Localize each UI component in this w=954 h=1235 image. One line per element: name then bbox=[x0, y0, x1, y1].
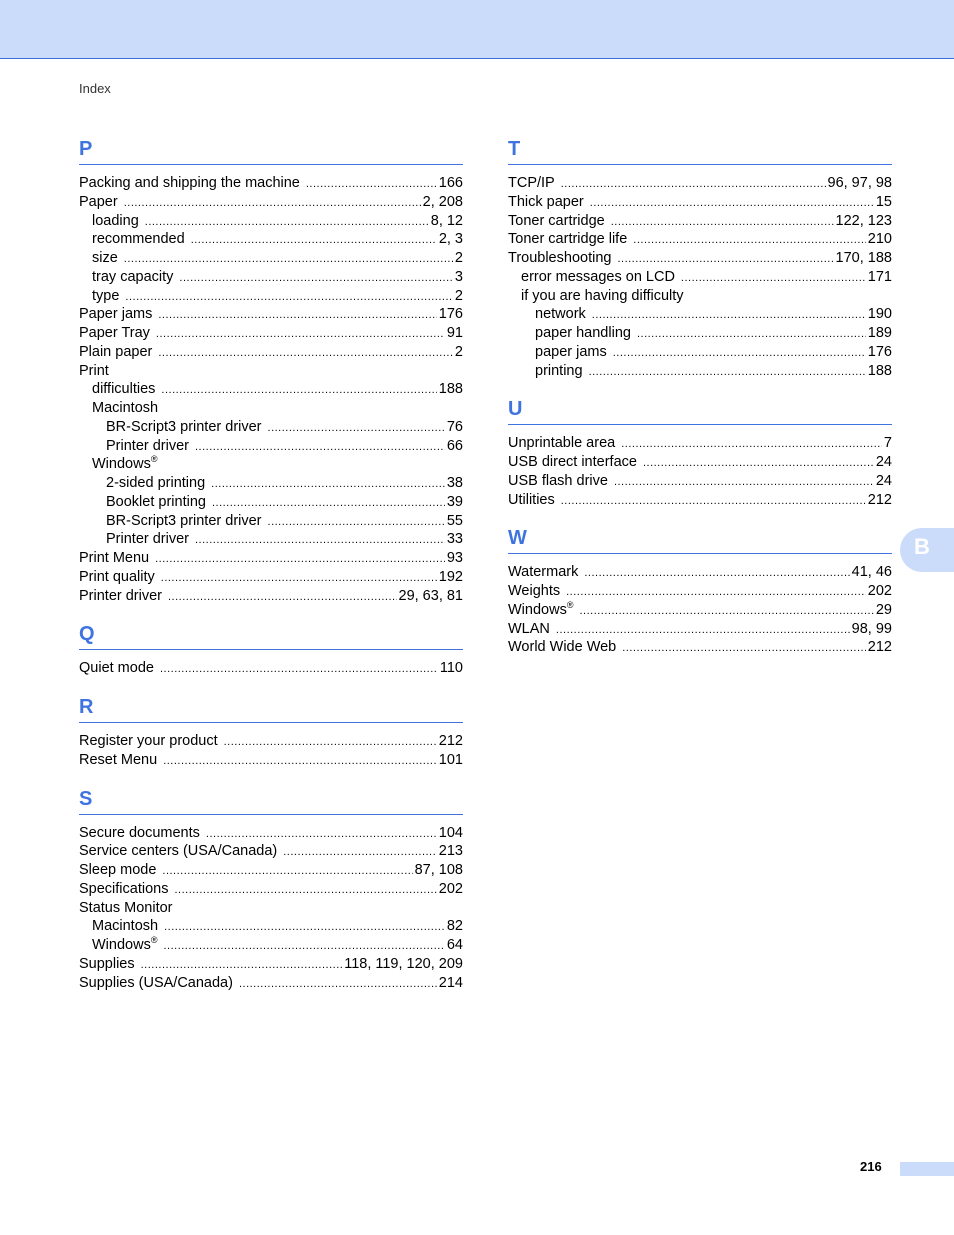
entry-term bbox=[508, 453, 643, 472]
entry-term bbox=[79, 587, 168, 606]
entry-term-text: Reset Menu bbox=[79, 751, 158, 768]
entry-term-text: Sleep mode bbox=[79, 862, 157, 878]
entry-term bbox=[79, 732, 224, 751]
index-entry bbox=[79, 324, 463, 343]
entry-term-text: Print Menu bbox=[79, 550, 150, 566]
index-entry bbox=[508, 212, 892, 231]
page-number: 216 bbox=[860, 1159, 882, 1174]
section-letter: P bbox=[79, 134, 463, 165]
entry-term bbox=[535, 324, 637, 343]
entry-term-text: Register your product bbox=[79, 733, 218, 749]
entry-term-text: recommended bbox=[92, 231, 185, 248]
entry-term-text: TCP/IP bbox=[508, 175, 555, 191]
index-section bbox=[79, 619, 463, 678]
entry-term-text: Paper jams bbox=[79, 306, 153, 323]
entry-term bbox=[79, 824, 206, 843]
index-entry bbox=[508, 324, 892, 343]
entry-term bbox=[92, 287, 125, 306]
entry-term bbox=[79, 659, 160, 678]
index-entry bbox=[508, 601, 892, 620]
entry-term bbox=[79, 324, 156, 343]
entry-term-text: paper jams bbox=[535, 343, 607, 360]
dot-leader bbox=[283, 843, 437, 862]
entry-term-text: Toner cartridge life bbox=[508, 231, 628, 248]
entry-term bbox=[508, 582, 566, 601]
running-title: Index bbox=[79, 81, 111, 96]
index-entry bbox=[508, 362, 892, 381]
dot-leader bbox=[168, 588, 397, 607]
index-entry bbox=[508, 472, 892, 491]
index-entry bbox=[79, 268, 463, 287]
index-entry bbox=[79, 287, 463, 306]
entry-term bbox=[79, 568, 161, 587]
entry-term-text: Secure documents bbox=[79, 824, 200, 841]
index-section bbox=[79, 784, 463, 993]
entry-term-text: USB direct interface bbox=[508, 454, 637, 470]
entry-term bbox=[92, 268, 179, 287]
entry-term bbox=[521, 268, 681, 287]
dot-leader bbox=[158, 344, 453, 363]
entry-pages[interactable]: 33 bbox=[446, 531, 463, 548]
dot-leader bbox=[161, 381, 436, 400]
dot-leader bbox=[590, 194, 874, 213]
entry-term-text: Supplies (USA/Canada) bbox=[79, 974, 233, 991]
entry-pages[interactable]: 104 bbox=[438, 824, 463, 841]
entry-pages[interactable]: 93 bbox=[446, 550, 463, 566]
dot-leader bbox=[155, 550, 445, 569]
index-entry bbox=[79, 880, 463, 899]
entry-term bbox=[79, 305, 158, 324]
entry-term bbox=[106, 493, 212, 512]
entry-pages[interactable]: 29, 63, 81 bbox=[398, 587, 463, 604]
entry-pages[interactable]: 212 bbox=[867, 491, 892, 508]
entry-pages[interactable]: 118, 119, 120, 209 bbox=[344, 955, 463, 972]
entry-term bbox=[79, 880, 174, 899]
entry-term bbox=[508, 193, 590, 212]
entry-term bbox=[508, 434, 621, 453]
entry-term-text: error messages on LCD bbox=[521, 268, 675, 285]
entry-term-text: Windows bbox=[508, 601, 567, 618]
dot-leader bbox=[195, 531, 445, 550]
dot-leader bbox=[306, 175, 437, 194]
entry-term-text: Paper Tray bbox=[79, 325, 150, 341]
dot-leader bbox=[643, 454, 874, 473]
index-entry bbox=[79, 659, 463, 678]
dot-leader bbox=[158, 306, 436, 325]
index-entry bbox=[79, 549, 463, 568]
index-entry bbox=[79, 437, 463, 456]
entry-pages[interactable]: 214 bbox=[438, 974, 463, 991]
index-entry bbox=[79, 955, 463, 974]
entry-term bbox=[508, 601, 579, 620]
entry-term bbox=[508, 491, 561, 510]
dot-leader bbox=[191, 231, 437, 250]
index-column-left bbox=[79, 134, 463, 1006]
entry-term-text: Printer driver bbox=[79, 587, 162, 604]
index-entry bbox=[79, 474, 463, 493]
entry-pages[interactable]: 210 bbox=[867, 231, 892, 248]
entry-term-text: Supplies bbox=[79, 955, 135, 972]
entry-pages[interactable]: 189 bbox=[867, 325, 892, 341]
dot-leader bbox=[566, 583, 866, 602]
entry-pages[interactable]: 110 bbox=[439, 660, 463, 677]
index-entry bbox=[79, 212, 463, 231]
index-entry bbox=[79, 455, 463, 474]
entry-pages[interactable]: 15 bbox=[875, 193, 892, 210]
dot-leader bbox=[592, 306, 866, 325]
entry-term-text: Windows bbox=[92, 937, 151, 953]
index-entry bbox=[508, 343, 892, 362]
entry-term bbox=[92, 249, 124, 268]
entry-pages[interactable]: 7 bbox=[883, 435, 892, 452]
entry-term bbox=[535, 305, 592, 324]
entry-pages[interactable]: 2 bbox=[454, 343, 463, 360]
entry-term-text: Quiet mode bbox=[79, 660, 154, 677]
index-entry bbox=[508, 434, 892, 453]
dot-leader bbox=[239, 975, 437, 994]
index-entry bbox=[79, 974, 463, 993]
entry-term bbox=[106, 437, 195, 456]
entry-term-text: Plain paper bbox=[79, 343, 153, 360]
index-entry bbox=[508, 305, 892, 324]
registered-mark: ® bbox=[566, 599, 574, 610]
entry-term-text: Unprintable area bbox=[508, 435, 616, 452]
entry-term-text: Macintosh bbox=[92, 918, 159, 935]
entry-term bbox=[521, 287, 690, 306]
entry-pages[interactable]: 29 bbox=[875, 601, 892, 618]
dot-leader bbox=[212, 494, 445, 513]
entry-pages[interactable]: 213 bbox=[438, 843, 463, 860]
entry-term bbox=[508, 620, 556, 639]
index-section bbox=[79, 692, 463, 770]
entry-pages[interactable]: 101 bbox=[438, 751, 463, 768]
entry-term-text: BR-Script3 printer driver bbox=[106, 512, 262, 529]
entry-pages[interactable]: 82 bbox=[446, 918, 463, 935]
entry-term bbox=[92, 455, 163, 474]
entry-term-text: network bbox=[535, 306, 586, 323]
dot-leader bbox=[561, 492, 866, 511]
entry-term bbox=[79, 974, 239, 993]
entry-term-text: Macintosh bbox=[92, 400, 159, 416]
entry-term bbox=[508, 472, 614, 491]
index-entry bbox=[79, 587, 463, 606]
index-entry bbox=[79, 193, 463, 212]
entry-term bbox=[508, 249, 617, 268]
dot-leader bbox=[179, 269, 453, 288]
chapter-side-tab bbox=[900, 528, 954, 572]
index-entry bbox=[79, 936, 463, 955]
entry-term bbox=[79, 343, 158, 362]
dot-leader bbox=[621, 435, 882, 454]
entry-pages[interactable]: 190 bbox=[867, 306, 892, 323]
dot-leader bbox=[195, 438, 445, 457]
entry-pages[interactable]: 8, 12 bbox=[430, 212, 463, 229]
entry-pages[interactable]: 3 bbox=[454, 268, 463, 285]
dot-leader bbox=[637, 325, 866, 344]
index-entry bbox=[79, 512, 463, 531]
index-entry bbox=[79, 343, 463, 362]
index-entry bbox=[79, 399, 463, 418]
entry-pages[interactable]: 171 bbox=[867, 268, 892, 285]
entry-term bbox=[508, 230, 633, 249]
entry-term-text: Toner cartridge bbox=[508, 212, 605, 229]
dot-leader bbox=[174, 881, 436, 900]
entry-term-text: Print bbox=[79, 362, 109, 379]
index-entry bbox=[508, 193, 892, 212]
entry-term-text: 2-sided printing bbox=[106, 475, 206, 491]
entry-term-text: Specifications bbox=[79, 880, 169, 897]
entry-term bbox=[535, 362, 589, 381]
entry-term bbox=[79, 955, 141, 974]
dot-leader bbox=[268, 513, 445, 532]
entry-term-text: paper handling bbox=[535, 325, 631, 341]
dot-leader bbox=[124, 194, 421, 213]
index-entry bbox=[508, 174, 892, 193]
dot-leader bbox=[579, 602, 873, 621]
dot-leader bbox=[163, 937, 444, 956]
entry-pages[interactable]: 188 bbox=[867, 362, 892, 379]
section-letter: R bbox=[79, 692, 463, 723]
entry-term-text: Watermark bbox=[508, 564, 579, 581]
dot-leader bbox=[633, 231, 866, 250]
entry-pages[interactable]: 212 bbox=[867, 639, 892, 656]
entry-pages[interactable]: 38 bbox=[446, 475, 463, 491]
dot-leader bbox=[589, 363, 866, 382]
entry-pages[interactable]: 166 bbox=[438, 175, 463, 191]
entry-pages[interactable]: 2, 208 bbox=[422, 193, 463, 210]
entry-term bbox=[79, 174, 306, 193]
dot-leader bbox=[561, 175, 826, 194]
index-entry bbox=[508, 620, 892, 639]
index-column-right bbox=[508, 134, 892, 671]
dot-leader bbox=[268, 419, 445, 438]
index-entry bbox=[79, 530, 463, 549]
header-band bbox=[0, 0, 954, 59]
entry-term-text: type bbox=[92, 287, 120, 304]
index-entry bbox=[508, 230, 892, 249]
index-section bbox=[508, 134, 892, 380]
index-entry bbox=[508, 582, 892, 601]
entry-term bbox=[79, 549, 155, 568]
registered-mark: ® bbox=[150, 935, 158, 946]
entry-term-text: World Wide Web bbox=[508, 639, 617, 656]
entry-pages[interactable]: 24 bbox=[875, 454, 892, 470]
section-letter: S bbox=[79, 784, 463, 815]
dot-leader bbox=[613, 344, 866, 363]
index-section bbox=[508, 523, 892, 657]
entry-term bbox=[508, 174, 561, 193]
entry-term-text: Troubleshooting bbox=[508, 250, 612, 266]
dot-leader bbox=[584, 564, 849, 583]
entry-pages[interactable]: 176 bbox=[438, 306, 463, 323]
entry-term-text: Paper bbox=[79, 193, 118, 210]
entry-term-text: Status Monitor bbox=[79, 899, 173, 916]
footer-bar bbox=[900, 1162, 954, 1176]
entry-term-text: WLAN bbox=[508, 620, 550, 637]
entry-term-text: Windows bbox=[92, 456, 151, 473]
index-entry bbox=[79, 842, 463, 861]
entry-pages[interactable]: 39 bbox=[446, 493, 463, 510]
entry-pages[interactable]: 24 bbox=[875, 472, 892, 489]
entry-pages[interactable]: 64 bbox=[446, 937, 463, 953]
index-section bbox=[79, 134, 463, 605]
entry-term bbox=[92, 917, 164, 936]
entry-term bbox=[79, 362, 115, 381]
entry-term bbox=[79, 193, 124, 212]
entry-pages[interactable]: 170, 188 bbox=[835, 250, 892, 266]
registered-mark: ® bbox=[150, 454, 158, 465]
dot-leader bbox=[141, 956, 343, 975]
entry-pages[interactable]: 188 bbox=[438, 381, 463, 398]
entry-pages[interactable]: 66 bbox=[446, 437, 463, 454]
dot-leader bbox=[125, 288, 453, 307]
dot-leader bbox=[156, 325, 445, 344]
entry-term-text: Print quality bbox=[79, 568, 155, 585]
index-entry bbox=[508, 563, 892, 582]
side-tab-letter: B bbox=[914, 534, 930, 559]
section-letter: Q bbox=[79, 619, 463, 650]
index-entry bbox=[79, 230, 463, 249]
entry-term bbox=[92, 380, 161, 399]
entry-term bbox=[106, 474, 211, 493]
entry-term bbox=[508, 563, 584, 582]
entry-term-text: printing bbox=[535, 362, 583, 379]
dot-leader bbox=[164, 918, 445, 937]
entry-pages[interactable]: 176 bbox=[867, 343, 892, 360]
entry-term-text: loading bbox=[92, 212, 139, 229]
entry-term-text: BR-Script3 printer driver bbox=[106, 418, 262, 435]
entry-term-text: difficulties bbox=[92, 381, 156, 398]
index-entry bbox=[508, 491, 892, 510]
index-entry bbox=[79, 493, 463, 512]
dot-leader bbox=[224, 733, 437, 752]
index-entry bbox=[79, 418, 463, 437]
entry-term bbox=[535, 343, 613, 362]
dot-leader bbox=[614, 473, 874, 492]
index-entry bbox=[79, 249, 463, 268]
entry-term-text: USB flash drive bbox=[508, 472, 608, 489]
dot-leader bbox=[206, 825, 437, 844]
entry-pages[interactable]: 212 bbox=[438, 733, 463, 749]
dot-leader bbox=[160, 660, 438, 679]
entry-term-text: Thick paper bbox=[508, 193, 584, 210]
entry-term-text: if you are having difficulty bbox=[521, 287, 684, 304]
section-letter: W bbox=[508, 523, 892, 554]
entry-term-text: tray capacity bbox=[92, 268, 174, 285]
dot-leader bbox=[556, 621, 850, 640]
section-letter: U bbox=[508, 394, 892, 425]
entry-term-text: Service centers (USA/Canada) bbox=[79, 843, 278, 860]
index-entry bbox=[79, 174, 463, 193]
index-entry bbox=[508, 453, 892, 472]
index-entry bbox=[79, 568, 463, 587]
entry-pages[interactable]: 98, 99 bbox=[851, 620, 892, 637]
dot-leader bbox=[161, 569, 437, 588]
entry-term bbox=[106, 530, 195, 549]
entry-pages[interactable]: 2, 3 bbox=[438, 231, 463, 248]
entry-term bbox=[79, 861, 162, 880]
dot-leader bbox=[622, 639, 866, 658]
index-entry bbox=[79, 751, 463, 770]
entry-term bbox=[106, 418, 268, 437]
entry-term bbox=[92, 212, 145, 231]
index-entry bbox=[79, 732, 463, 751]
entry-pages[interactable]: 87, 108 bbox=[414, 862, 463, 878]
entry-term bbox=[92, 230, 191, 249]
dot-leader bbox=[145, 213, 429, 232]
dot-leader bbox=[681, 269, 866, 288]
entry-pages[interactable]: 91 bbox=[446, 325, 463, 341]
entry-pages[interactable]: 41, 46 bbox=[851, 564, 892, 581]
entry-term-text: Packing and shipping the machine bbox=[79, 175, 300, 191]
entry-term-text: Booklet printing bbox=[106, 493, 206, 510]
index-entry bbox=[79, 380, 463, 399]
entry-term bbox=[106, 512, 268, 531]
entry-pages[interactable]: 2 bbox=[454, 250, 463, 266]
index-entry bbox=[79, 824, 463, 843]
dot-leader bbox=[211, 475, 445, 494]
entry-pages[interactable]: 192 bbox=[438, 568, 463, 585]
index-section bbox=[508, 394, 892, 509]
index-entry bbox=[508, 268, 892, 287]
entry-term-text: Weights bbox=[508, 583, 561, 599]
dot-leader bbox=[124, 250, 453, 269]
entry-term bbox=[92, 936, 163, 955]
index-entry bbox=[79, 362, 463, 381]
index-entry bbox=[79, 917, 463, 936]
entry-term-text: size bbox=[92, 250, 118, 266]
entry-term bbox=[79, 751, 163, 770]
entry-pages[interactable]: 202 bbox=[867, 583, 892, 599]
entry-term bbox=[92, 399, 164, 418]
index-entry bbox=[79, 899, 463, 918]
dot-leader bbox=[163, 752, 437, 771]
entry-term bbox=[508, 212, 611, 231]
entry-term-text: Printer driver bbox=[106, 437, 189, 454]
entry-pages[interactable]: 96, 97, 98 bbox=[827, 175, 892, 191]
entry-pages[interactable]: 55 bbox=[446, 512, 463, 529]
index-entry bbox=[508, 287, 892, 306]
dot-leader bbox=[162, 862, 412, 881]
entry-term bbox=[79, 842, 283, 861]
index-entry bbox=[508, 249, 892, 268]
entry-pages[interactable]: 2 bbox=[454, 287, 463, 304]
dot-leader bbox=[617, 250, 833, 269]
section-letter: T bbox=[508, 134, 892, 165]
index-entry bbox=[508, 638, 892, 657]
index-entry bbox=[79, 305, 463, 324]
entry-pages[interactable]: 202 bbox=[438, 880, 463, 897]
entry-term bbox=[79, 899, 179, 918]
index-entry bbox=[79, 861, 463, 880]
entry-term-text: Utilities bbox=[508, 491, 555, 508]
dot-leader bbox=[611, 213, 834, 232]
entry-pages[interactable]: 76 bbox=[446, 418, 463, 435]
entry-term bbox=[508, 638, 622, 657]
entry-term-text: Printer driver bbox=[106, 531, 189, 548]
entry-pages[interactable]: 122, 123 bbox=[835, 212, 892, 229]
